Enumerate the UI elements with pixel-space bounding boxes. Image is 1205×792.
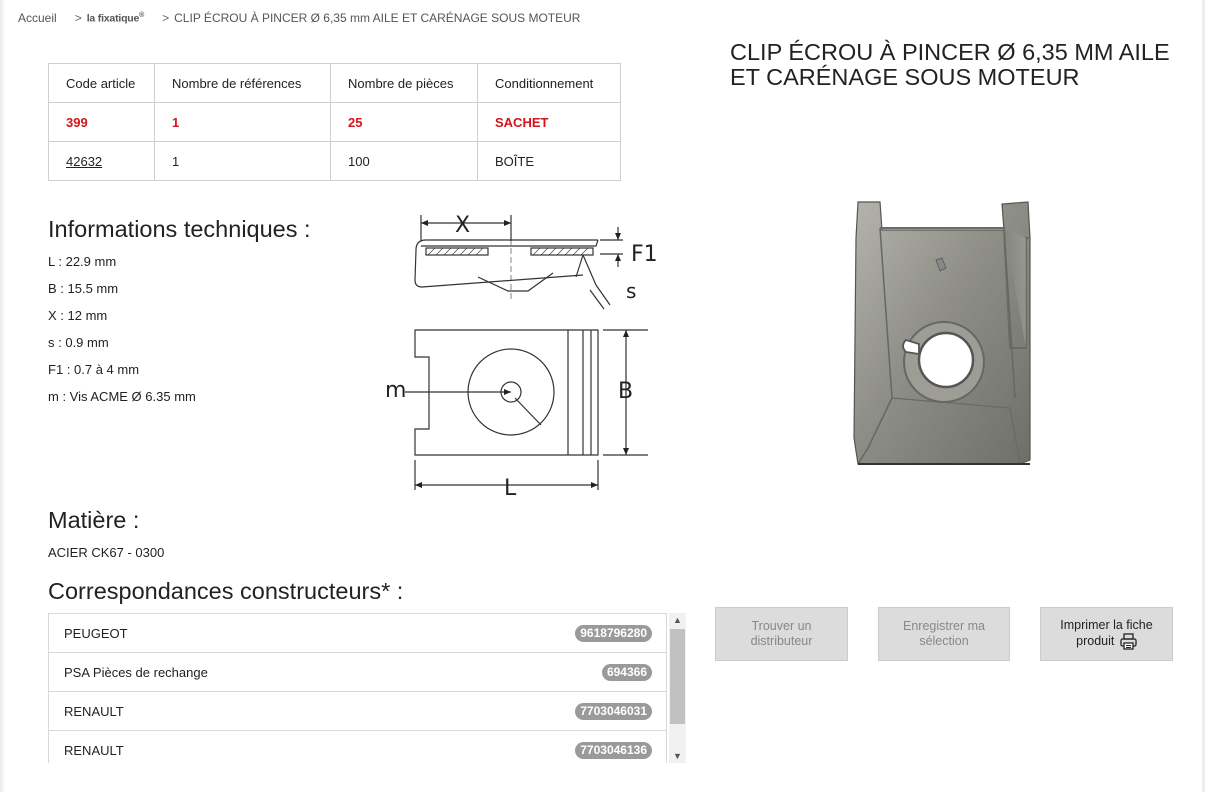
brand-name: la fixatique [86, 12, 140, 25]
spec-item: L : 22.9 mm [48, 254, 117, 269]
spec-item: B : 15.5 mm [48, 281, 119, 296]
scroll-up-arrow-icon[interactable]: ▲ [673, 615, 682, 625]
header-code-article: Code article [49, 64, 155, 103]
diagram-label-f1: F1 [631, 242, 658, 267]
spec-item: s : 0.9 mm [48, 335, 109, 350]
find-distributor-label: Trouver un distributeur [750, 619, 813, 648]
save-selection-label: Enregistrer ma sélection [903, 619, 985, 648]
maker-name: RENAULT [64, 703, 124, 719]
header-conditionnement: Conditionnement [478, 64, 621, 103]
find-distributor-button[interactable] [715, 607, 848, 661]
maker-name: RENAULT [64, 742, 124, 758]
list-item [48, 614, 667, 653]
cell-packaging: SACHET [478, 103, 621, 142]
tech-info-heading: Informations techniques : [48, 216, 311, 242]
print-sheet-button[interactable] [1040, 607, 1173, 661]
cell-pieces: 100 [331, 142, 478, 181]
spec-item: m : Vis ACME Ø 6.35 mm [48, 389, 196, 404]
page-left-edge [0, 0, 5, 792]
breadcrumb-home-link[interactable]: Accueil [18, 11, 57, 25]
diagram-label-m: m [385, 378, 407, 403]
correspondences-heading: Correspondances constructeurs* : [48, 578, 404, 604]
table-row[interactable] [49, 142, 621, 181]
diagram-label-l: L [504, 476, 517, 500]
maker-name: PEUGEOT [64, 625, 128, 641]
reference-badge: 7703046136 [575, 742, 652, 759]
technical-diagram [378, 205, 668, 500]
scrollbar-thumb[interactable] [670, 629, 685, 724]
breadcrumb-current: CLIP ÉCROU À PINCER Ø 6,35 mm AILE ET CARÉNAGE SOUS MOTEUR [174, 11, 581, 25]
header-nombre-pieces: Nombre de pièces [331, 64, 478, 103]
printer-icon [1120, 633, 1137, 650]
product-photo [850, 198, 1035, 468]
references-table [48, 63, 621, 181]
spec-item: F1 : 0.7 à 4 mm [48, 362, 140, 377]
reference-badge: 9618796280 [575, 625, 652, 642]
breadcrumb-brand-link[interactable] [87, 12, 144, 25]
cell-pieces: 25 [331, 103, 478, 142]
save-selection-button[interactable] [878, 607, 1010, 661]
maker-name: PSA Pièces de rechange [64, 664, 208, 680]
registered-mark: ® [139, 11, 145, 19]
table-row-selected[interactable] [49, 103, 621, 142]
print-sheet-label: Imprimer la fiche produit [1060, 618, 1153, 648]
code-article-link[interactable]: 42632 [66, 153, 103, 169]
list-item [48, 653, 667, 692]
tech-spec-list [48, 253, 196, 415]
print-sheet-label-wrap [1049, 618, 1164, 650]
diagram-label-b: B [618, 379, 634, 404]
cell-code [49, 142, 155, 181]
spec-item: X : 12 mm [48, 308, 108, 323]
breadcrumb [18, 11, 580, 25]
reference-badge: 7703046031 [575, 703, 652, 720]
list-item [48, 692, 667, 731]
cell-refs: 1 [155, 142, 331, 181]
material-heading: Matière : [48, 507, 140, 533]
product-title: CLIP ÉCROU À PINCER Ø 6,35 MM AILE ET CARÉNAGE SOUS MOTEUR [730, 39, 1170, 90]
cell-packaging: BOÎTE [478, 142, 621, 181]
table-header-row [49, 64, 621, 103]
correspondences-list [48, 613, 667, 763]
header-nombre-references: Nombre de références [155, 64, 331, 103]
breadcrumb-separator: > [162, 11, 170, 25]
reference-badge: 694366 [602, 664, 652, 681]
cell-refs: 1 [155, 103, 331, 142]
scroll-down-arrow-icon[interactable]: ▼ [673, 751, 682, 761]
list-scrollbar[interactable] [669, 613, 686, 763]
list-item [48, 731, 667, 763]
material-value: ACIER CK67 - 0300 [48, 545, 165, 560]
diagram-label-x: X [455, 213, 471, 238]
cell-code: 399 [49, 103, 155, 142]
diagram-label-s: s [626, 279, 637, 303]
breadcrumb-separator: > [74, 11, 82, 25]
correspondences-list-box [48, 613, 686, 763]
